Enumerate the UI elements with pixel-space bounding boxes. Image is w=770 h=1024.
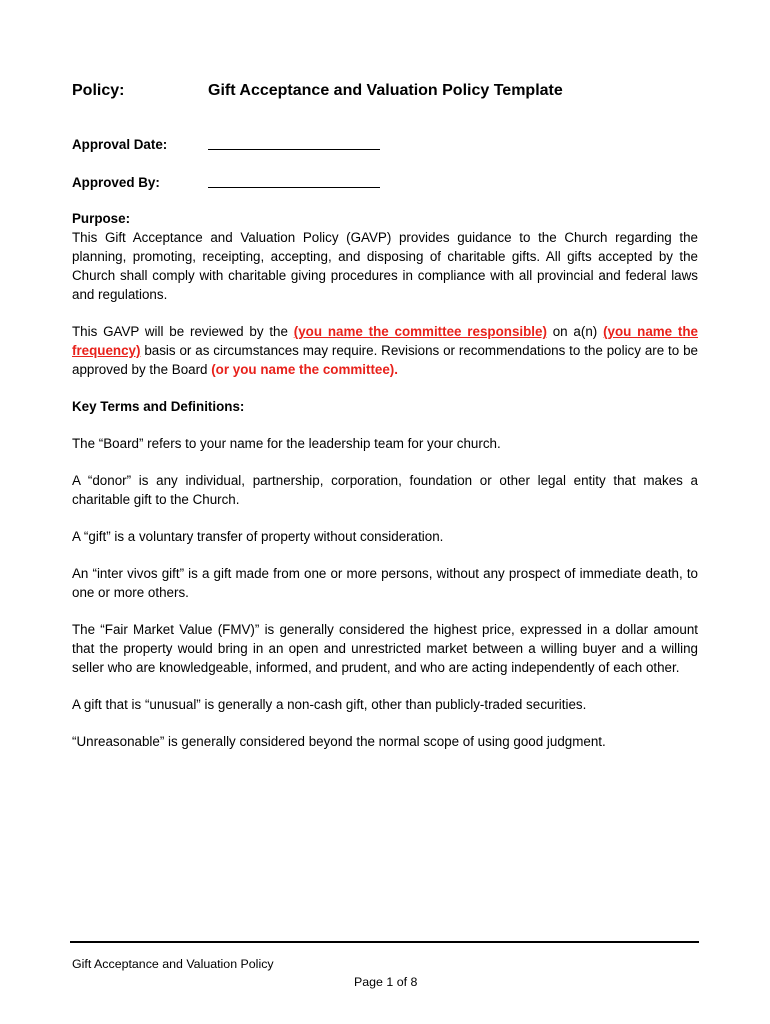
review-paragraph [72,322,698,379]
approval-date-row [72,135,698,154]
definition-inter-vivos: An “inter vivos gift” is a gift made from one or more persons, without any prospect of immediate death, to one or more others. [72,566,698,600]
review-text-1: This GAVP will be reviewed by the [72,324,294,339]
definitions-heading: Key Terms and Definitions: [72,399,245,414]
definition-unusual: A gift that is “unusual” is generally a non-cash gift, other than publicly-traded securities. [72,697,587,712]
definition-unreasonable: “Unreasonable” is generally considered beyond the normal scope of using good judgment. [72,734,606,749]
footer-page-number: Page 1 of 8 [354,975,418,989]
approved-by-blank[interactable] [208,173,380,188]
review-text-2: on a(n) [546,324,604,339]
definition-board: The “Board” refers to your name for the leadership team for your church. [72,436,501,451]
page-content [72,78,698,751]
footer-divider [70,941,699,943]
approved-by-label: Approved By: [72,175,160,190]
purpose-heading: Purpose: [72,211,131,226]
approved-by-row [72,173,698,192]
footer-document-title: Gift Acceptance and Valuation Policy [72,957,274,971]
definition-donor: A “donor” is any individual, partnership, corporation, foundation or other legal entity that makes a charitable gift to the Church. [72,473,698,507]
frequency-placeholder: (you name the frequency) [72,324,699,358]
approval-date-blank[interactable] [208,135,380,150]
policy-title: Gift Acceptance and Valuation Policy Template [208,82,563,99]
definition-gift: A “gift” is a voluntary transfer of property without consideration. [72,529,444,544]
approval-date-label: Approval Date: [72,137,168,152]
purpose-paragraph: This Gift Acceptance and Valuation Policy (GAVP) provides guidance to the Church regarding the planning, promoting, receipting, accepting, and disposing of charitable gifts. All gifts accepted by the Church shall comply with charitable giving procedures in compliance with all provincial and federal laws and regulations. [72,230,698,302]
board-placeholder: (or you name the committee). [211,362,398,377]
policy-title-row [72,78,698,104]
definition-fmv: The “Fair Market Value (FMV)” is generally considered the highest price, expressed in a dollar amount that the property would bring in an open and unrestricted market between a willing buyer and a willing seller who are knowledgeable, informed, and prudent, and who are acting independently of each other. [72,622,698,675]
review-text-3: basis or as circumstances may require. Revisions or recommendations to the policy are to be approved by the Board [72,343,698,377]
committee-placeholder: (you name the committee responsible) [293,324,547,339]
policy-label: Policy: [72,82,125,99]
